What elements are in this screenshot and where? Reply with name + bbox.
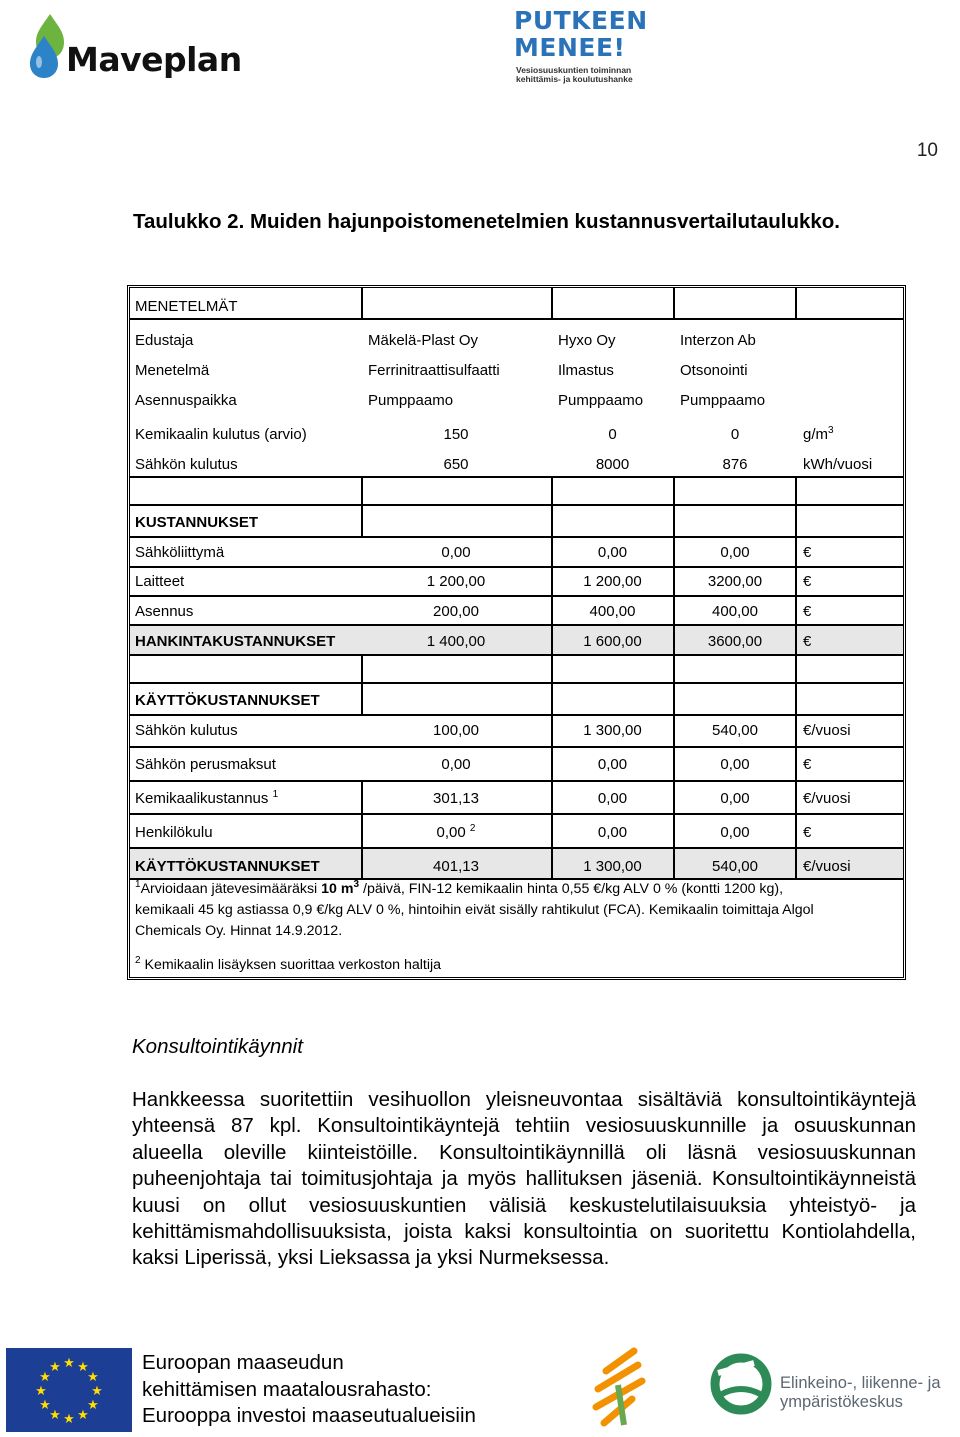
table-hline <box>130 476 903 478</box>
unit: €/vuosi <box>803 722 851 739</box>
row-label: Sähkön kulutus <box>135 722 238 739</box>
row-label: Sähkön kulutus <box>135 456 238 473</box>
table-vline <box>673 476 675 880</box>
footnote-marker: 1 <box>135 879 141 890</box>
row-label: Edustaja <box>135 332 194 349</box>
unit: kWh/vuosi <box>803 456 873 473</box>
col-makela: 200,00 <box>433 603 479 620</box>
col-hyxo: 0 <box>608 426 617 443</box>
table-hline <box>130 624 903 626</box>
unit: € <box>803 544 812 561</box>
col-hyxo: 0,00 <box>597 790 628 807</box>
svg-text:★: ★ <box>35 1384 47 1399</box>
svg-text:★: ★ <box>91 1384 103 1399</box>
table-vline <box>361 476 363 536</box>
col-makela: 0,00 <box>441 544 471 561</box>
col-hyxo: 0,00 <box>597 544 628 561</box>
putkeen-logo-subtitle <box>516 66 633 84</box>
section-label-kayttokustannukset: KÄYTTÖKUSTANNUKSET <box>135 692 320 709</box>
row-label: Sähköliittymä <box>135 544 225 561</box>
col-hyxo: 1 200,00 <box>583 573 642 590</box>
col-makela: 301,13 <box>433 790 479 807</box>
footnote-text: Arvioidaan jätevesimääräksi <box>140 881 322 897</box>
svg-text:★: ★ <box>63 1412 75 1427</box>
value-text: 0,00 <box>436 824 466 841</box>
footnote-marker: 2 <box>135 955 141 966</box>
svg-text:★: ★ <box>39 1370 51 1385</box>
table-footnote-1 <box>135 879 895 942</box>
table-vline <box>361 654 363 714</box>
ely-text-line1: Elinkeino-, liikenne- ja <box>780 1374 941 1392</box>
eu-flag-icon <box>6 1348 132 1432</box>
table-hline <box>130 682 903 684</box>
ely-text-line2: ympäristökeskus <box>780 1393 903 1411</box>
row-label: Menetelmä <box>135 362 210 379</box>
unit: € <box>803 633 812 650</box>
col-interzon: 0,00 <box>720 544 750 561</box>
footnote-text: Kemikaalin lisäyksen suorittaa verkoston haltija <box>144 957 442 973</box>
row-label: Henkilökulu <box>135 824 213 841</box>
unit-text: g/m <box>803 426 829 443</box>
col-hyxo: 1 300,00 <box>583 858 642 875</box>
col-makela: Pumppaamo <box>368 392 454 409</box>
ely-centre-logo-icon <box>710 1353 772 1415</box>
col-makela: 1 200,00 <box>426 573 486 590</box>
col-makela: 0,00 <box>441 756 471 773</box>
col-makela: Mäkelä-Plast Oy <box>368 332 479 349</box>
col-hyxo: Hyxo Oy <box>558 332 616 349</box>
page-number: 10 <box>916 140 938 161</box>
eu-funding-text <box>142 1350 476 1430</box>
section-label-kustannukset: KUSTANNUKSET <box>135 514 259 531</box>
col-interzon: 0,00 <box>720 756 750 773</box>
row-label: HANKINTAKUSTANNUKSET <box>135 633 336 650</box>
unit: € <box>803 824 812 841</box>
col-interzon: Interzon Ab <box>680 332 756 349</box>
table-vline <box>673 288 675 320</box>
footnote-ref-2: 2 <box>469 823 476 834</box>
unit-superscript: 3 <box>828 425 834 436</box>
col-makela: 1 400,00 <box>426 633 486 650</box>
footnote-text: /päivä, FIN-12 kemikaalin hinta 0,55 €/kg ALV 0 % (kontti 1200 kg), <box>359 881 784 897</box>
col-interzon: 0,00 <box>720 790 750 807</box>
table-hline <box>130 714 903 716</box>
col-interzon: Otsonointi <box>680 362 748 379</box>
eu-text-line2: kehittämisen maatalousrahasto: <box>142 1377 432 1401</box>
col-hyxo: Ilmastus <box>558 362 614 379</box>
unit: € <box>803 573 812 590</box>
table-hline <box>130 536 903 538</box>
col-makela: 650 <box>443 456 469 473</box>
col-interzon: 3200,00 <box>707 573 763 590</box>
table-footnote-2 <box>135 955 895 976</box>
row-label: Kemikaalin kulutus (arvio) <box>135 426 307 443</box>
unit: € <box>803 603 812 620</box>
table-hline <box>130 318 903 320</box>
footnote-1-line3: Chemicals Oy. Hinnat 14.9.2012. <box>135 923 343 939</box>
table-vline <box>795 476 797 880</box>
col-hyxo: Pumppaamo <box>558 392 644 409</box>
table-vline <box>551 476 553 880</box>
footnote-bold-volume <box>321 881 359 897</box>
row-label: Sähkön perusmaksut <box>135 756 276 773</box>
table-vline <box>795 288 797 320</box>
table-hline <box>130 746 903 748</box>
footnote-bold-text: 10 m <box>321 881 354 897</box>
col-interzon: 0,00 <box>720 824 750 841</box>
svg-text:★: ★ <box>87 1398 99 1413</box>
col-interzon: 540,00 <box>712 722 758 739</box>
ely-centre-text <box>780 1374 941 1412</box>
svg-text:★: ★ <box>77 1408 89 1423</box>
col-makela: 150 <box>443 426 469 443</box>
col-interzon: 0 <box>730 426 740 443</box>
table-vline <box>361 780 363 880</box>
putkeen-sub-line2: kehittämis- ja koulutushanke <box>516 74 633 84</box>
col-makela: Ferrinitraattisulfaatti <box>368 362 500 379</box>
col-makela: 401,13 <box>433 858 479 875</box>
col-makela: 100,00 <box>433 722 479 739</box>
putkeen-menee-logo <box>514 6 654 86</box>
table-hline <box>130 504 903 506</box>
table-hline <box>130 595 903 597</box>
section-label-menetelmat: MENETELMÄT <box>135 298 238 315</box>
svg-text:★: ★ <box>49 1360 61 1375</box>
col-interzon: 540,00 <box>712 858 758 875</box>
unit: €/vuosi <box>803 858 851 875</box>
unit <box>803 426 834 444</box>
svg-text:★: ★ <box>77 1360 89 1375</box>
svg-text:★: ★ <box>87 1370 99 1385</box>
svg-text:★: ★ <box>39 1398 51 1413</box>
table-vline <box>361 288 363 320</box>
maveplan-brand-text: Maveplan <box>66 40 242 79</box>
col-hyxo: 8000 <box>595 456 630 473</box>
row-label: Asennuspaikka <box>135 392 237 409</box>
putkeen-sub-line1: Vesiosuuskuntien toiminnan <box>516 65 632 75</box>
footnote-1-line1 <box>135 879 895 900</box>
eu-text-line3: Eurooppa investoi maaseutualueisiin <box>142 1404 476 1427</box>
row-label: KÄYTTÖKUSTANNUKSET <box>135 858 320 875</box>
col-interzon: 3600,00 <box>707 633 763 650</box>
col-hyxo: 0,00 <box>597 824 628 841</box>
row-label: Asennus <box>135 603 194 620</box>
footnote-ref-1: 1 <box>272 789 279 800</box>
section-heading: Konsultointikäynnit <box>132 1035 303 1058</box>
footnote-bold-sup: 3 <box>353 879 360 890</box>
putkeen-logo-line2: MENEE! <box>514 33 626 62</box>
svg-text:★: ★ <box>63 1356 75 1371</box>
col-hyxo: 400,00 <box>589 603 636 620</box>
table-hline <box>130 654 903 656</box>
water-drop-icon <box>28 12 68 78</box>
col-interzon: 400,00 <box>712 603 758 620</box>
leader-logo-icon <box>588 1345 650 1430</box>
unit: € <box>803 756 812 773</box>
table-caption: Taulukko 2. Muiden hajunpoistomenetelmien kustannusvertailutaulukko. <box>133 210 840 233</box>
col-interzon: 876 <box>722 456 748 473</box>
table-vline <box>551 288 553 320</box>
col-hyxo: 0,00 <box>597 756 628 773</box>
eu-text-line1: Euroopan maaseudun <box>142 1351 344 1374</box>
col-interzon: Pumppaamo <box>680 392 766 409</box>
row-label: Laitteet <box>135 573 185 590</box>
table-hline <box>130 813 903 815</box>
table-hline <box>130 780 903 782</box>
col-hyxo: 1 600,00 <box>583 633 642 650</box>
svg-text:★: ★ <box>49 1408 61 1423</box>
col-makela <box>370 824 542 842</box>
putkeen-logo-line1: PUTKEEN <box>514 6 648 35</box>
unit: €/vuosi <box>803 790 851 807</box>
table-hline <box>130 847 903 849</box>
row-label <box>135 790 278 808</box>
table-hline <box>130 566 903 568</box>
footnote-1-line2: kemikaali 45 kg astiassa 0,9 €/kg ALV 0 %, hintoihin eivät sisälly rahtikulut (FCA). Kemikaalin toimittaja Algol <box>135 902 814 918</box>
row-label-text: Kemikaalikustannus <box>135 790 269 807</box>
col-hyxo: 1 300,00 <box>583 722 642 739</box>
body-paragraph: Hankkeessa suoritettiin vesihuollon yleisneuvontaa sisältäviä konsultointikäyntejä yhteensä 87 kpl. Konsultointikäyntejä tehtiin vesiosuuskunnille ja osuuskunnan alueella oleville kiinteistöille. Konsultointikäynnillä oli läsnä vesiosuuskunnan puheenjohtaja tai toimitusjohtaja ja myös hallituksen jäseniä. Konsultointikäynneistä kuusi on ollut vesiosuuskuntien välisiä keskustelutilaisuuksia yhteistyö- ja kehittämismahdollisuuksista, joista kaksi konsultointia on suoritettu Kontiolahdella, kaksi Liperissä, yksi Lieksassa ja yksi Nurmeksessa. <box>132 1088 916 1270</box>
